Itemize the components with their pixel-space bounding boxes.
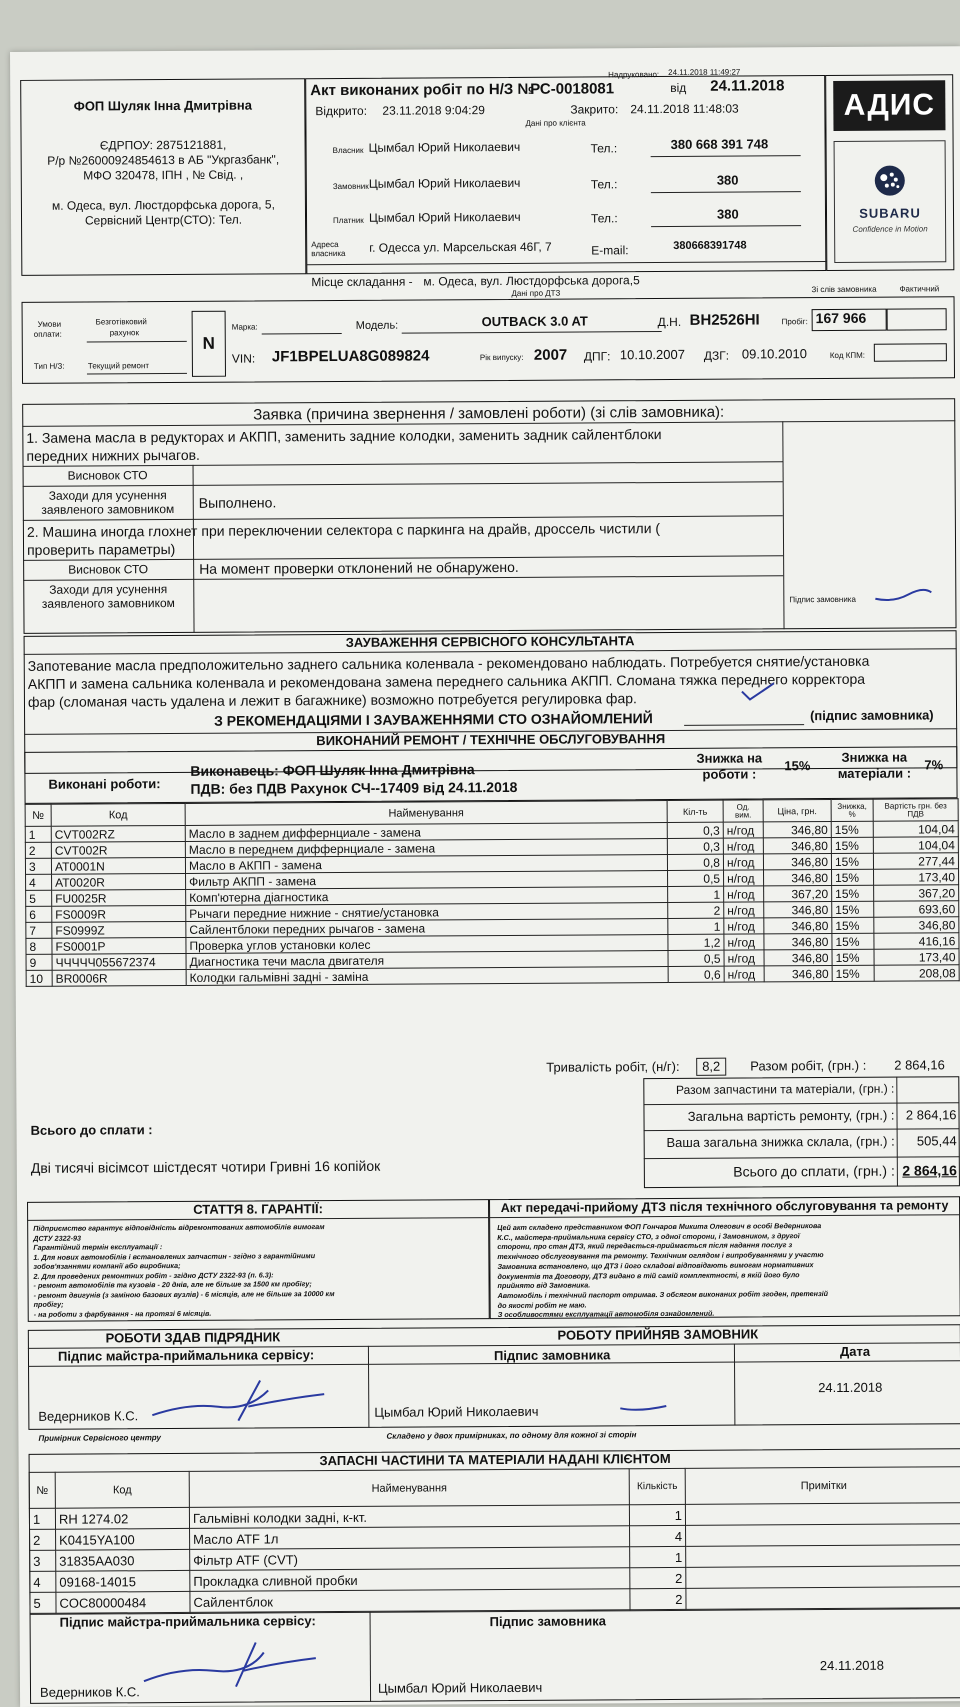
request-item1-line2: передних нижних рычагов. — [26, 446, 200, 464]
work-num: 9 — [26, 954, 52, 970]
work-code: CVT002RZ — [51, 825, 185, 842]
work-price: 346,80 — [764, 917, 832, 933]
part-name: Фільтр ATF (CVT) — [190, 1547, 630, 1571]
work-unit: н/год — [723, 838, 763, 854]
works-col-qty: Кіл-ть — [667, 800, 723, 822]
work-total: 208,08 — [874, 965, 959, 982]
works-total: 2 864,16 — [894, 1057, 945, 1073]
orderer-name: Цымбал Юрий Николаевич — [368, 175, 521, 191]
act-number: РС-0018081 — [530, 80, 615, 98]
year-label: Рік випуску: — [479, 352, 524, 363]
company-service-center: Сервісний Центр(СТО): Тел. — [84, 212, 243, 228]
opened-label: Відкрито: — [315, 103, 368, 119]
company-address: м. Одеса, вул. Люстдорфська дорога, 5, — [51, 197, 275, 213]
work-num: 1 — [25, 826, 51, 842]
work-disc: 15% — [832, 965, 874, 981]
printed-at: 24.11.2018 11:49:27 — [668, 67, 741, 77]
work-code: BR0006R — [52, 969, 186, 986]
work-price: 367,20 — [764, 885, 832, 901]
client-address: г. Одесса ул. Марсельская 46Г, 7 — [369, 239, 552, 255]
part-name: Сайлентблок — [190, 1589, 630, 1613]
works-executor: Виконавець: ФОП Шуляк Інна Дмитрівна — [190, 761, 475, 779]
closed-at: 24.11.2018 11:48:03 — [630, 101, 739, 117]
repair-total-label: Загальна вартість ремонту, (грн.) : — [687, 1107, 895, 1124]
work-qty: 0,3 — [667, 822, 723, 838]
payer-phone: 380 — [716, 206, 739, 222]
work-code: FS0009R — [52, 905, 186, 922]
work-total: 173,40 — [874, 869, 959, 886]
mileage-actual-label: Фактичний — [899, 284, 940, 294]
order-type-label: Тип Н/З: — [33, 361, 65, 371]
works-table — [25, 798, 960, 987]
part-qty: 2 — [630, 1588, 686, 1609]
warranty-line: 1. Для нових автомобілів і встановлених запчастин - згідно з гарантійними — [33, 1250, 316, 1262]
act-from-label: від — [670, 80, 687, 95]
part-num: 2 — [30, 1529, 56, 1550]
work-price: 346,80 — [763, 837, 831, 853]
work-unit: н/год — [724, 966, 764, 982]
handover-line: Замовника встановлено, що ДТЗ і його складові відповідають вимогам нормативних — [497, 1259, 814, 1271]
parts-client-name: Цымбал Юрий Николаевич — [377, 1679, 543, 1696]
work-name: Колодки гальмівні задні - заміна — [186, 966, 668, 985]
date-label: Дата — [839, 1343, 871, 1359]
parts-col-code: Код — [55, 1471, 189, 1508]
work-disc: 15% — [832, 885, 874, 901]
work-qty: 1,2 — [668, 934, 724, 950]
part-code: K0415YA100 — [56, 1528, 190, 1550]
work-price: 346,80 — [764, 901, 832, 917]
address-label-2: власника — [311, 248, 346, 259]
work-num: 8 — [26, 938, 52, 954]
client-signature-label: Підпис замовника — [789, 594, 856, 605]
work-code: FS0999Z — [52, 921, 186, 938]
company-edrpou: ЄДРПОУ: 2875121881, — [99, 137, 227, 153]
work-total: 173,40 — [874, 949, 959, 966]
request-item2-line2: проверить параметры) — [26, 540, 176, 558]
discount-works: 15% — [784, 758, 811, 774]
work-disc: 15% — [831, 837, 873, 853]
printed-label: Надруковано: — [608, 70, 660, 80]
part-name: Масло ATF 1л — [190, 1526, 630, 1550]
discount-total: 505,44 — [916, 1133, 957, 1149]
works-vat-invoice: ПДВ: без ПДВ Рахунок СЧ--17409 від 24.11.2018 — [190, 778, 518, 797]
work-total: 416,16 — [874, 933, 959, 950]
part-qty: 1 — [629, 1504, 685, 1525]
company-name: ФОП Шуляк Інна Дмитрівна — [73, 97, 253, 114]
n-mark: N — [192, 311, 226, 377]
work-num: 6 — [26, 906, 52, 922]
part-qty: 2 — [630, 1567, 686, 1588]
item1-measures-label-2: заявленого замовником — [41, 502, 175, 517]
parts-col-qty: Кількість — [629, 1468, 685, 1504]
remarks-acknowledge-sign: (підпис замовника) — [810, 707, 934, 724]
work-name: Масло в переднем диффернциале - замена — [185, 838, 667, 857]
remarks-line-1: Запотевание масла предположительно заднего сальника коленвала - рекомендовано наблюдать. Потребуется снятие/установка — [27, 652, 870, 674]
item1-conclusion-label: Висновок СТО — [67, 468, 148, 483]
works-col-unit: Од. вим. — [723, 800, 763, 822]
parts-master-sign-label: Підпис майстра-приймальника сервісу: — [59, 1613, 316, 1630]
owner-phone-label: Тел.: — [590, 141, 618, 156]
parts-col-notes: Примітки — [685, 1467, 960, 1505]
item1-measures: Выполнено. — [198, 494, 277, 511]
works-col-num: № — [25, 804, 51, 826]
item2-measures-label-1: Заходи для усунення — [49, 582, 168, 597]
company-account: Р/р №26000924854613 в АБ "Укргазбанк", — [47, 152, 280, 168]
work-qty: 1 — [668, 918, 724, 934]
request-title: Заявка (причина звернення / замовлені роботи) (зі слів замовника): — [253, 403, 725, 424]
work-qty: 1 — [668, 886, 724, 902]
warranty-line: Підприємство гарантує відповідність відремонтованих автомобілів вимогам — [33, 1222, 325, 1233]
work-total: 346,80 — [874, 917, 959, 934]
order-type-value: Текущий ремонт — [87, 361, 150, 371]
dpg-label: ДПГ: — [583, 349, 611, 364]
work-num: 3 — [25, 858, 51, 874]
handover-line: технічного обслуговування та ремонту. Технічним оглядом і випробуваннями у участю — [497, 1250, 824, 1262]
part-code: 31835AA030 — [56, 1549, 190, 1571]
work-price: 346,80 — [764, 869, 832, 885]
closed-label: Закрито: — [570, 102, 619, 117]
part-qty: 4 — [630, 1525, 686, 1546]
work-name: Масло в заднем диффернциале - замена — [185, 822, 667, 841]
repair-total: 2 864,16 — [905, 1107, 957, 1123]
work-qty: 0,5 — [668, 950, 724, 966]
mileage-words-label: Зі слів замовника — [811, 284, 877, 295]
discount-parts: 7% — [924, 757, 944, 773]
copy-note-right: Складено у двох примірниках, по одному для кожної зі сторін — [386, 1430, 637, 1441]
work-disc: 15% — [832, 869, 874, 885]
discount-parts-label-1: Знижка на — [841, 749, 908, 765]
remarks-title: ЗАУВАЖЕННЯ СЕРВІСНОГО КОНСУЛЬТАНТА — [345, 633, 635, 650]
work-unit: н/год — [724, 934, 764, 950]
part-note — [685, 1503, 960, 1526]
work-qty: 2 — [668, 902, 724, 918]
payment-value-1: Безготівковий — [95, 317, 147, 327]
handover-line: З особливостями експлуатації автомобіля ознайомлений. — [497, 1309, 715, 1320]
works-label: Виконані роботи: — [48, 776, 161, 792]
parts-total-label: Разом запчастини та матеріали, (грн.) : — [675, 1081, 895, 1097]
owner-name: Цымбал Юрий Николаевич — [368, 139, 521, 155]
dzg-value: 09.10.2010 — [741, 346, 807, 362]
works-col-name: Найменування — [185, 801, 667, 826]
master-name: Ведерников К.С. — [38, 1408, 139, 1424]
mileage-actual-box — [887, 308, 947, 330]
subaru-tagline: Confidence in Motion — [852, 224, 928, 234]
part-name: Прокладка сливной пробки — [190, 1568, 630, 1592]
dpg-value: 10.10.2007 — [619, 346, 685, 363]
kpm-box — [874, 343, 947, 361]
works-col-code: Код — [51, 803, 185, 826]
work-num: 5 — [26, 890, 52, 906]
work-code: FS0001P — [52, 937, 186, 954]
remarks-acknowledge: З РЕКОМЕНДАЦІЯМИ І ЗАУВАЖЕННЯМИ СТО ОЗНАЙОМЛЕНИЙ — [214, 710, 653, 729]
master-signature-mark — [148, 1376, 328, 1427]
client-email: 380668391748 — [673, 239, 747, 252]
act-title: Акт виконаних робіт по Н/З № — [310, 80, 535, 100]
work-name: Диагностика течи масла двигателя — [186, 950, 668, 969]
warranty-line: зобов'язаннями компанії або виробника; — [33, 1260, 181, 1271]
plate-label: Д.Н. — [657, 314, 682, 330]
master-sign-label: Підпис майстра-приймальника сервісу: — [57, 1347, 315, 1364]
warranty-line: - ремонт двигунів (з заміною базових вузлів) - 6 місяців, але не більше за 10000 км — [33, 1288, 335, 1300]
part-num: 3 — [30, 1550, 56, 1571]
work-unit: н/год — [724, 902, 764, 918]
handover-line: документів та Договору, ДТЗ видано в тій самій комплектності, в якій його було — [497, 1269, 800, 1281]
warranty-line: Гарантійний термін експлуатації : — [33, 1242, 163, 1252]
work-price: 346,80 — [764, 965, 832, 981]
handed-title: РОБОТИ ЗДАВ ПІДРЯДНИК — [105, 1329, 281, 1346]
model-label: Модель: — [355, 319, 399, 332]
discount-total-label: Ваша загальна знижка склала, (грн.) : — [666, 1133, 895, 1151]
payment-label-2: оплати: — [33, 329, 62, 339]
work-qty: 0,6 — [668, 966, 724, 982]
subaru-stars-icon — [874, 165, 906, 197]
dzg-label: ДЗГ: — [703, 348, 730, 363]
mileage-label: Пробіг: — [781, 317, 808, 327]
item2-conclusion: На момент проверки отклонений не обнаружено. — [199, 558, 519, 577]
act-date: 24.11.2018 — [710, 77, 785, 95]
client-section-label: Дані про клієнта — [525, 118, 586, 128]
work-unit: н/год — [723, 854, 763, 870]
year-value: 2007 — [533, 346, 568, 364]
parts-col-name: Найменування — [189, 1469, 629, 1508]
warranty-line: - ремонт автомобілів та кузовів - 20 днів, але не більше за 1500 км пробігу; — [33, 1279, 312, 1290]
works-col-disc: Знижка, % — [831, 799, 873, 821]
warranty-line: - на роботи з фарбування - на протязі 6 місяців. — [33, 1308, 212, 1319]
payment-value-2: рахунок — [109, 328, 140, 338]
client-sign-label: Підпис замовника — [493, 1347, 611, 1364]
work-disc: 15% — [832, 901, 874, 917]
payer-label: Платник — [333, 215, 364, 226]
parts-col-num: № — [29, 1472, 55, 1508]
work-qty: 0,8 — [667, 854, 723, 870]
part-code: 09168-14015 — [56, 1570, 190, 1592]
work-num: 10 — [26, 970, 52, 986]
works-total-label: Разом робіт, (грн.) : — [750, 1057, 867, 1074]
warranty-title: СТАТТЯ 8. ГАРАНТІЇ: — [193, 1201, 323, 1217]
item2-measures-label-2: заявленого замовником — [41, 596, 175, 611]
due-total: 2 864,16 — [902, 1162, 957, 1179]
warranty-line: ДСТУ 2322-93 — [33, 1233, 82, 1243]
accepted-title: РОБОТУ ПРИЙНЯВ ЗАМОВНИК — [557, 1326, 759, 1343]
warranty-line: 2. Для проведених ремонтних робіт - згідно ДСТУ 2322-93 (п. 6.3): — [33, 1269, 274, 1281]
handover-text — [497, 1220, 958, 1320]
part-qty: 1 — [630, 1546, 686, 1567]
work-disc: 15% — [831, 853, 873, 869]
handover-line: сторони, про стан ДТЗ, який передається-приймається після надання послуг з — [497, 1240, 793, 1252]
handover-line: К.С., майстера-приймальника сервісу СТО, з одної сторони, і Замовником, з другої — [497, 1230, 800, 1242]
work-unit: н/год — [724, 870, 764, 886]
handover-line: Автомобіль і технічний паспорт отримав. З обсягом виконаних робіт згоден, претензій — [497, 1288, 829, 1300]
work-name: Рычаги передние нижние - снятие/установка — [186, 902, 668, 921]
vehicle-section-label: Дані про ДТЗ — [511, 288, 561, 298]
part-code: RH 1274.02 — [55, 1507, 189, 1529]
orderer-label: Замовник — [332, 181, 369, 192]
work-qty: 0,3 — [667, 838, 723, 854]
work-code: ЧЧЧЧЧ055672374 — [52, 953, 186, 970]
work-num: 4 — [26, 874, 52, 890]
discount-parts-label-2: матеріали : — [837, 765, 912, 781]
part-note — [686, 1545, 960, 1568]
work-disc: 15% — [832, 949, 874, 965]
part-num: 4 — [30, 1571, 56, 1592]
handover-line: до якості робіт не маю. — [497, 1300, 587, 1310]
warranty-text — [33, 1221, 489, 1319]
make-label: Марка: — [231, 322, 258, 332]
work-disc: 15% — [832, 933, 874, 949]
works-col-total: Вартість грн. без ПДВ — [873, 799, 958, 822]
payer-phone-label: Тел.: — [590, 211, 618, 226]
orderer-phone-label: Тел.: — [590, 177, 618, 192]
discount-works-label-2: роботи : — [702, 766, 757, 782]
mileage-value: 167 966 — [812, 309, 887, 331]
parts-client-sign-label: Підпис замовника — [489, 1613, 607, 1630]
work-unit: н/год — [724, 950, 764, 966]
handover-line: Цей акт складено представником ФОП Гончаров Микита Олегович в особі Ведерникова — [497, 1221, 822, 1233]
work-price: 346,80 — [763, 821, 831, 837]
place-label: Місце складання - — [311, 274, 413, 290]
work-total: 104,04 — [873, 837, 958, 854]
work-disc: 15% — [832, 917, 874, 933]
work-price: 346,80 — [764, 933, 832, 949]
part-note — [686, 1566, 960, 1589]
discount-works-label-1: Знижка на — [696, 750, 763, 766]
duration-label: Тривалість робіт, (н/г): — [546, 1058, 680, 1075]
duration-value: 8,2 — [696, 1058, 726, 1076]
works-header-box — [24, 746, 957, 804]
work-unit: н/год — [723, 822, 763, 838]
warranty-line: пробігу; — [33, 1299, 64, 1309]
work-code: CVT002R — [51, 841, 185, 858]
work-code: AT0001N — [51, 857, 185, 874]
work-unit: н/год — [724, 886, 764, 902]
handover-title: Акт передачі-прийому ДТЗ після технічного обслуговування та ремонту — [500, 1198, 949, 1216]
kpm-label: Код КПМ: — [829, 350, 866, 360]
work-unit: н/год — [724, 918, 764, 934]
model-value: OUTBACK 3.0 AT — [481, 313, 588, 330]
parts-master-signature-mark — [140, 1636, 320, 1693]
part-note — [686, 1587, 960, 1610]
due-total-label: Всього до сплати, (грн.) : — [733, 1162, 895, 1180]
sign-date: 24.11.2018 — [818, 1379, 883, 1396]
part-name: Гальмівні колодки задні, к-кт. — [189, 1505, 629, 1529]
service-act-document — [10, 46, 960, 1707]
parts-date: 24.11.2018 — [819, 1657, 885, 1674]
opened-at: 23.11.2018 9:04:29 — [382, 103, 485, 118]
work-name: Сайлентблоки передних рычагов - замена — [186, 918, 668, 937]
work-name: Комп'ютерна діагностика — [186, 886, 668, 905]
owner-label: Власник — [332, 145, 364, 156]
work-price: 346,80 — [764, 949, 832, 965]
work-total: 367,20 — [874, 885, 959, 902]
client-signature-2-mark — [618, 1398, 668, 1414]
subaru-wordmark: SUBARU — [859, 205, 921, 221]
work-code: AT0020R — [52, 873, 186, 890]
works-col-price: Ціна, грн. — [763, 799, 831, 821]
request-item2-line1: 2. Машина иногда глохнет при переключении селектора с паркинга на драйв, дроссель чистили ( — [26, 520, 661, 540]
remarks-line-3: фар (сломаная часть удалена и лежит в багажнике) возможно потребуется регулировка фар. — [27, 690, 637, 710]
vin-label: VIN: — [231, 351, 256, 366]
work-name: Проверка углов установки колес — [186, 934, 668, 953]
place-value: м. Одеса, вул. Люстдорфська дорога,5 — [423, 273, 640, 289]
remarks-signature-mark — [738, 679, 778, 703]
works-title: ВИКОНАНИЙ РЕМОНТ / ТЕХНІЧНЕ ОБСЛУГОВУВАННЯ — [316, 731, 666, 749]
parts-table — [29, 1466, 960, 1614]
client-name: Цымбал Юрий Николаевич — [374, 1403, 539, 1420]
email-label: E-mail: — [591, 243, 629, 258]
client-signature-mark — [873, 584, 933, 604]
work-code: FU0025R — [52, 889, 186, 906]
vin-value: JF1BPELUA8G089824 — [271, 347, 430, 366]
work-total: 104,04 — [873, 821, 958, 838]
item1-measures-label-1: Заходи для усунення — [48, 488, 167, 503]
work-name: Фильтр АКПП - замена — [186, 870, 668, 889]
work-total: 693,60 — [874, 901, 959, 918]
request-item1-line1: 1. Замена масла в редукторах и АКПП, заменить задние колодки, заменить задник сайлентблоки — [26, 426, 662, 446]
part-num: 5 — [30, 1592, 56, 1613]
company-mfo: МФО 320478, ІПН , № Свід. , — [83, 167, 244, 183]
part-note — [686, 1524, 960, 1547]
parts-master-name: Ведерников К.С. — [39, 1684, 140, 1700]
work-name: Масло в АКПП - замена — [185, 854, 667, 873]
parts-title: ЗАПАСНІ ЧАСТИНИ ТА МАТЕРІАЛИ НАДАНІ КЛІЄНТОМ — [319, 1450, 671, 1469]
item2-conclusion-label: Висновок СТО — [68, 562, 149, 577]
remarks-line-2: АКПП и замена сальника коленвала и рекомендована замена переднего сальника АКПП. Сломана тяжка переднего корректора — [27, 670, 866, 692]
plate-value: ВН2526НІ — [689, 311, 760, 329]
owner-phone: 380 668 391 748 — [670, 136, 769, 152]
part-code: COC80000484 — [56, 1591, 190, 1613]
work-price: 346,80 — [763, 853, 831, 869]
handover-line: прийнято від Замовника. — [497, 1280, 591, 1291]
payment-label-1: Умови — [37, 319, 62, 329]
payer-name: Цымбал Юрий Николаевич — [368, 209, 521, 225]
copy-note-left: Примірник Сервісного центру — [38, 1433, 161, 1443]
adis-logo: АДИС — [833, 80, 945, 131]
work-num: 7 — [26, 922, 52, 938]
work-disc: 15% — [831, 821, 873, 837]
part-num: 1 — [29, 1508, 55, 1529]
work-num: 2 — [25, 842, 51, 858]
all-due-label: Всього до сплати : — [30, 1122, 153, 1138]
work-qty: 0,5 — [668, 870, 724, 886]
amount-in-words: Дві тисячі вісімсот шістдесят чотири Гривні 16 копійок — [30, 1157, 381, 1176]
subaru-logo-box — [834, 140, 947, 263]
address-label-1: Адреса — [311, 239, 339, 250]
orderer-phone: 380 — [716, 172, 739, 188]
work-total: 277,44 — [873, 853, 958, 870]
